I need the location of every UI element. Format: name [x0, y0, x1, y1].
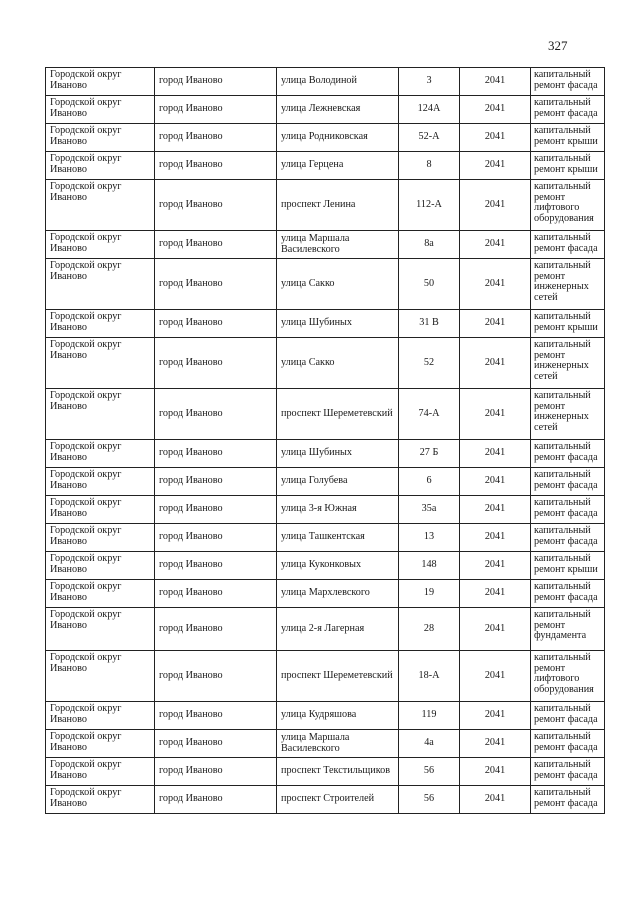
house-number-cell: 56	[399, 758, 460, 786]
house-number-cell: 124А	[399, 96, 460, 124]
work-type-cell: капитальный ремонт фасада	[531, 758, 605, 786]
year-cell: 2041	[460, 524, 531, 552]
city-cell: город Иваново	[155, 580, 277, 608]
table-row	[46, 651, 605, 702]
table-row	[46, 338, 605, 389]
year-cell: 2041	[460, 68, 531, 96]
street-cell: улица 2-я Лагерная	[277, 608, 399, 651]
table-row	[46, 730, 605, 758]
house-number-cell: 148	[399, 552, 460, 580]
work-type-cell: капитальный ремонт фасада	[531, 786, 605, 814]
street-cell: улица Голубева	[277, 468, 399, 496]
city-cell: город Иваново	[155, 152, 277, 180]
street-cell: улица Сакко	[277, 259, 399, 310]
municipality-cell: Городской округ Иваново	[46, 338, 155, 389]
work-type-cell: капитальный ремонт фасада	[531, 730, 605, 758]
house-number-cell: 52-А	[399, 124, 460, 152]
municipality-cell: Городской округ Иваново	[46, 786, 155, 814]
city-cell: город Иваново	[155, 552, 277, 580]
municipality-cell: Городской округ Иваново	[46, 730, 155, 758]
house-number-cell: 74-А	[399, 389, 460, 440]
municipality-cell: Городской округ Иваново	[46, 758, 155, 786]
city-cell: город Иваново	[155, 338, 277, 389]
year-cell: 2041	[460, 180, 531, 231]
municipality-cell: Городской округ Иваново	[46, 389, 155, 440]
table-row	[46, 580, 605, 608]
city-cell: город Иваново	[155, 651, 277, 702]
city-cell: город Иваново	[155, 524, 277, 552]
street-cell: улица Сакко	[277, 338, 399, 389]
work-type-cell: капитальный ремонт крыши	[531, 124, 605, 152]
year-cell: 2041	[460, 468, 531, 496]
street-cell: проспект Шереметевский	[277, 651, 399, 702]
year-cell: 2041	[460, 124, 531, 152]
street-cell: улица Куконковых	[277, 552, 399, 580]
table-row	[46, 524, 605, 552]
year-cell: 2041	[460, 651, 531, 702]
municipality-cell: Городской округ Иваново	[46, 468, 155, 496]
work-type-cell: капитальный ремонт фасада	[531, 524, 605, 552]
year-cell: 2041	[460, 389, 531, 440]
year-cell: 2041	[460, 440, 531, 468]
year-cell: 2041	[460, 96, 531, 124]
city-cell: город Иваново	[155, 389, 277, 440]
city-cell: город Иваново	[155, 180, 277, 231]
street-cell: проспект Ленина	[277, 180, 399, 231]
table-row	[46, 702, 605, 730]
municipality-cell: Городской округ Иваново	[46, 231, 155, 259]
street-cell: улица Маршала Василевского	[277, 730, 399, 758]
work-type-cell: капитальный ремонт фасада	[531, 231, 605, 259]
municipality-cell: Городской округ Иваново	[46, 259, 155, 310]
year-cell: 2041	[460, 259, 531, 310]
table-row	[46, 152, 605, 180]
table-row	[46, 231, 605, 259]
year-cell: 2041	[460, 496, 531, 524]
municipality-cell: Городской округ Иваново	[46, 702, 155, 730]
city-cell: город Иваново	[155, 786, 277, 814]
year-cell: 2041	[460, 552, 531, 580]
street-cell: улица Кудряшова	[277, 702, 399, 730]
work-type-cell: капитальный ремонт фундамента	[531, 608, 605, 651]
municipality-cell: Городской округ Иваново	[46, 152, 155, 180]
year-cell: 2041	[460, 231, 531, 259]
municipality-cell: Городской округ Иваново	[46, 180, 155, 231]
city-cell: город Иваново	[155, 310, 277, 338]
municipality-cell: Городской округ Иваново	[46, 124, 155, 152]
house-number-cell: 27 Б	[399, 440, 460, 468]
street-cell: улица Ташкентская	[277, 524, 399, 552]
house-number-cell: 35а	[399, 496, 460, 524]
municipality-cell: Городской округ Иваново	[46, 580, 155, 608]
work-type-cell: капитальный ремонт фасада	[531, 440, 605, 468]
year-cell: 2041	[460, 758, 531, 786]
city-cell: город Иваново	[155, 468, 277, 496]
work-type-cell: капитальный ремонт фасада	[531, 496, 605, 524]
work-type-cell: капитальный ремонт инженерных сетей	[531, 259, 605, 310]
street-cell: улица 3-я Южная	[277, 496, 399, 524]
house-number-cell: 18-А	[399, 651, 460, 702]
city-cell: город Иваново	[155, 496, 277, 524]
table-row	[46, 496, 605, 524]
house-number-cell: 31 В	[399, 310, 460, 338]
work-type-cell: капитальный ремонт фасада	[531, 702, 605, 730]
house-number-cell: 112-А	[399, 180, 460, 231]
house-number-cell: 8а	[399, 231, 460, 259]
house-number-cell: 8	[399, 152, 460, 180]
table-row	[46, 310, 605, 338]
municipality-cell: Городской округ Иваново	[46, 96, 155, 124]
table-row	[46, 68, 605, 96]
table-row	[46, 259, 605, 310]
house-number-cell: 56	[399, 786, 460, 814]
table-row	[46, 440, 605, 468]
repair-schedule-table	[45, 67, 605, 814]
house-number-cell: 50	[399, 259, 460, 310]
work-type-cell: капитальный ремонт фасада	[531, 468, 605, 496]
work-type-cell: капитальный ремонт лифтового оборудования	[531, 651, 605, 702]
work-type-cell: капитальный ремонт крыши	[531, 310, 605, 338]
municipality-cell: Городской округ Иваново	[46, 524, 155, 552]
city-cell: город Иваново	[155, 124, 277, 152]
work-type-cell: капитальный ремонт лифтового оборудования	[531, 180, 605, 231]
street-cell: улица Маршала Василевского	[277, 231, 399, 259]
house-number-cell: 6	[399, 468, 460, 496]
street-cell: улица Шубиных	[277, 440, 399, 468]
city-cell: город Иваново	[155, 758, 277, 786]
street-cell: улица Родниковская	[277, 124, 399, 152]
page-number: 327	[548, 38, 568, 53]
street-cell: проспект Строителей	[277, 786, 399, 814]
house-number-cell: 3	[399, 68, 460, 96]
year-cell: 2041	[460, 152, 531, 180]
year-cell: 2041	[460, 702, 531, 730]
table-row	[46, 124, 605, 152]
house-number-cell: 13	[399, 524, 460, 552]
municipality-cell: Городской округ Иваново	[46, 68, 155, 96]
year-cell: 2041	[460, 608, 531, 651]
work-type-cell: капитальный ремонт фасада	[531, 580, 605, 608]
year-cell: 2041	[460, 310, 531, 338]
house-number-cell: 4а	[399, 730, 460, 758]
house-number-cell: 52	[399, 338, 460, 389]
street-cell: улица Лежневская	[277, 96, 399, 124]
work-type-cell: капитальный ремонт фасада	[531, 96, 605, 124]
city-cell: город Иваново	[155, 440, 277, 468]
house-number-cell: 28	[399, 608, 460, 651]
street-cell: проспект Текстильщиков	[277, 758, 399, 786]
table-row	[46, 786, 605, 814]
municipality-cell: Городской округ Иваново	[46, 310, 155, 338]
city-cell: город Иваново	[155, 702, 277, 730]
city-cell: город Иваново	[155, 231, 277, 259]
table-row	[46, 758, 605, 786]
municipality-cell: Городской округ Иваново	[46, 608, 155, 651]
street-cell: улица Шубиных	[277, 310, 399, 338]
work-type-cell: капитальный ремонт фасада	[531, 68, 605, 96]
table-row	[46, 180, 605, 231]
house-number-cell: 119	[399, 702, 460, 730]
table-row	[46, 608, 605, 651]
work-type-cell: капитальный ремонт крыши	[531, 152, 605, 180]
work-type-cell: капитальный ремонт инженерных сетей	[531, 389, 605, 440]
street-cell: улица Герцена	[277, 152, 399, 180]
street-cell: улица Мархлевского	[277, 580, 399, 608]
municipality-cell: Городской округ Иваново	[46, 440, 155, 468]
city-cell: город Иваново	[155, 730, 277, 758]
municipality-cell: Городской округ Иваново	[46, 651, 155, 702]
year-cell: 2041	[460, 338, 531, 389]
table-row	[46, 96, 605, 124]
city-cell: город Иваново	[155, 68, 277, 96]
municipality-cell: Городской округ Иваново	[46, 496, 155, 524]
table-row	[46, 552, 605, 580]
table-row	[46, 468, 605, 496]
table-body	[46, 68, 605, 814]
year-cell: 2041	[460, 786, 531, 814]
street-cell: проспект Шереметевский	[277, 389, 399, 440]
city-cell: город Иваново	[155, 259, 277, 310]
table-row	[46, 389, 605, 440]
city-cell: город Иваново	[155, 96, 277, 124]
year-cell: 2041	[460, 580, 531, 608]
house-number-cell: 19	[399, 580, 460, 608]
year-cell: 2041	[460, 730, 531, 758]
street-cell: улица Володиной	[277, 68, 399, 96]
work-type-cell: капитальный ремонт инженерных сетей	[531, 338, 605, 389]
city-cell: город Иваново	[155, 608, 277, 651]
work-type-cell: капитальный ремонт крыши	[531, 552, 605, 580]
municipality-cell: Городской округ Иваново	[46, 552, 155, 580]
